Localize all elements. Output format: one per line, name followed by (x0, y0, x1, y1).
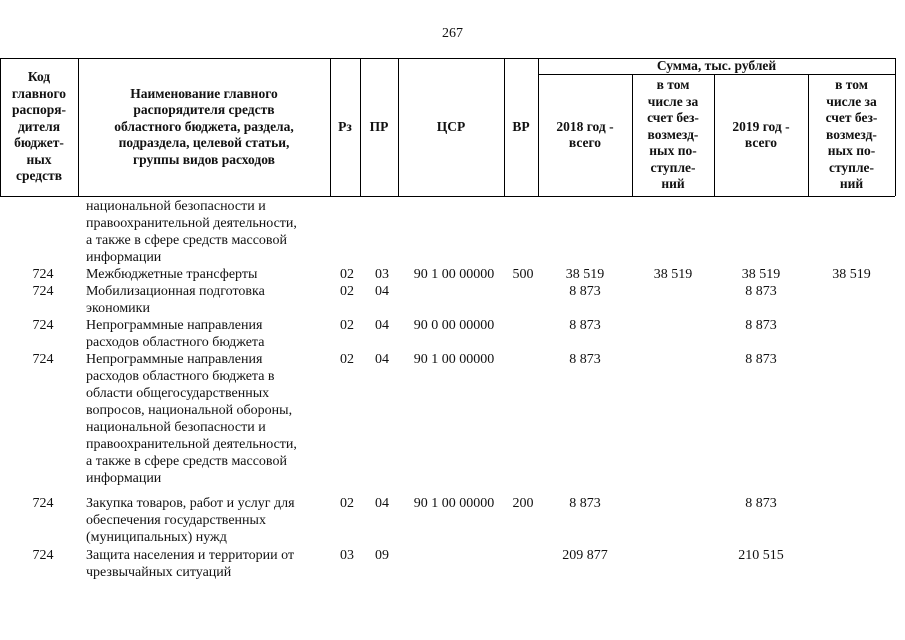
row-code: 724 (32, 352, 54, 367)
row-pr: 09 (375, 548, 389, 563)
header-name: Наименование главного распорядителя средств областного бюджета, раздела, подраздела, целевой статьи, группы видов расходов (114, 85, 294, 167)
row-2018-total: 8 873 (569, 284, 601, 299)
header-csr: ЦСР (436, 118, 466, 134)
header-2019-total: 2019 год - всего (732, 118, 790, 150)
row-rz: 02 (340, 318, 354, 333)
row-2019-total: 8 873 (745, 496, 777, 511)
header-vr: ВР (512, 118, 530, 134)
row-rz: 02 (340, 496, 354, 511)
row-2018-total: 209 877 (562, 548, 608, 563)
row-2018-total: 8 873 (569, 352, 601, 367)
table-header (0, 58, 905, 196)
header-2019-incl: в том числе за счет без- возмезд- ных по- ступле- ний (825, 77, 878, 192)
row-name: Закупка товаров, работ и услуг для обеспечения государственных (муниципальных) нужд (86, 496, 295, 545)
header-code: Код главного распоря- дителя бюджет- ных средств (11, 69, 67, 184)
row-code: 724 (32, 267, 54, 282)
row-name: Непрограммные направления расходов областного бюджета (86, 318, 265, 350)
row-pr: 03 (375, 267, 389, 282)
header-sum: Сумма, тыс. рублей (656, 57, 777, 73)
header-2018-incl: в том числе за счет без- возмезд- ных по- ступле- ний (647, 77, 699, 192)
row-vr: 200 (512, 496, 534, 511)
row-2019-total: 8 873 (745, 352, 777, 367)
row-vr: 500 (512, 267, 534, 282)
row-rz: 02 (340, 267, 354, 282)
row-code: 724 (32, 318, 54, 333)
row-code: 724 (32, 284, 54, 299)
row-2019-total: 38 519 (741, 267, 781, 282)
row-csr: 90 0 00 00000 (413, 318, 495, 333)
row-2019-total: 210 515 (738, 548, 784, 563)
row-2018-total: 8 873 (569, 318, 601, 333)
row-2019-total: 8 873 (745, 318, 777, 333)
row-2018-incl: 38 519 (653, 267, 693, 282)
row-rz: 03 (340, 548, 354, 563)
row-pr: 04 (375, 352, 389, 367)
header-pr: ПР (369, 118, 389, 134)
row-code: 724 (32, 496, 54, 511)
row-pr: 04 (375, 496, 389, 511)
row-csr: 90 1 00 00000 (413, 352, 495, 367)
row-name: Непрограммные направления расходов областного бюджета в области общегосударственных вопросов, национальной обороны, национальной безопасности и правоохранительной деятельности, а также в сфере средств массовой информации (86, 352, 297, 486)
row-csr: 90 1 00 00000 (413, 267, 495, 282)
row-name: Межбюджетные трансферты (86, 267, 258, 282)
row-rz: 02 (340, 284, 354, 299)
row-pr: 04 (375, 318, 389, 333)
row-code: 724 (32, 548, 54, 563)
row-name: Защита населения и территории от чрезвычайных ситуаций (86, 548, 295, 580)
carry-over-text: национальной безопасности и правоохранительной деятельности, а также в сфере средств массовой информации (86, 199, 297, 265)
row-rz: 02 (340, 352, 354, 367)
page-number: 267 (442, 26, 463, 41)
row-2019-total: 8 873 (745, 284, 777, 299)
row-2018-total: 38 519 (565, 267, 605, 282)
row-2018-total: 8 873 (569, 496, 601, 511)
header-2018-total: 2018 год - всего (556, 118, 614, 150)
header-rz: Рз (338, 118, 352, 134)
row-pr: 04 (375, 284, 389, 299)
row-csr: 90 1 00 00000 (413, 496, 495, 511)
row-2019-incl: 38 519 (832, 267, 871, 282)
row-name: Мобилизационная подготовка экономики (86, 284, 265, 316)
